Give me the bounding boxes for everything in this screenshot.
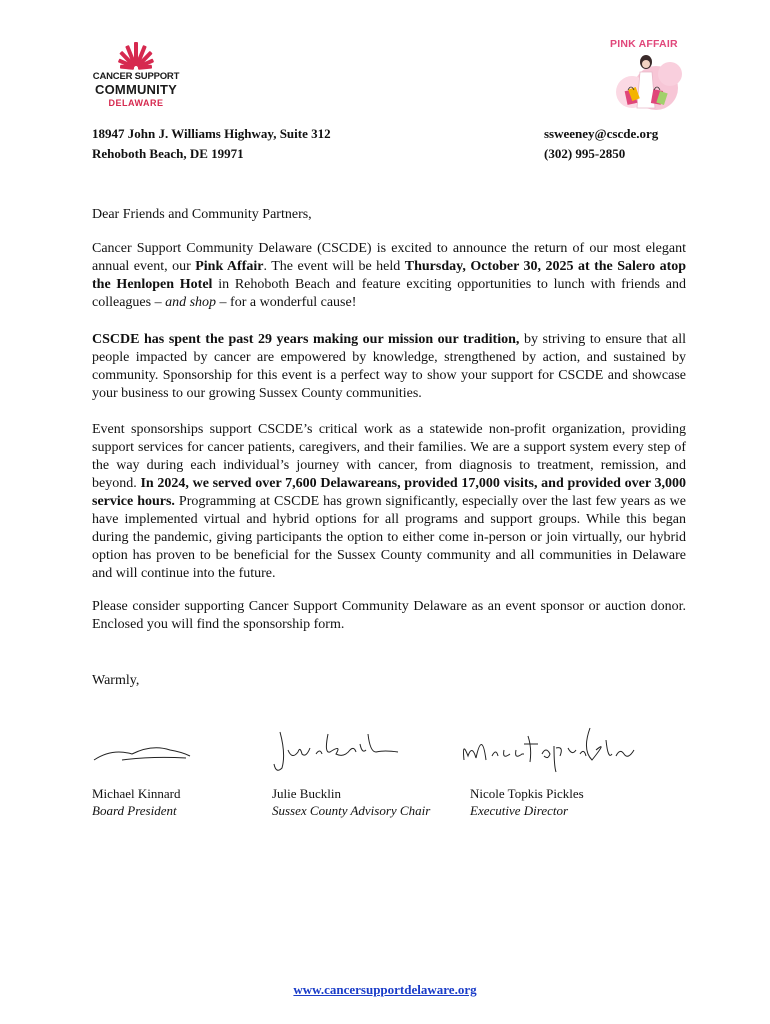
p2-mission-lead: CSCDE has spent the past 29 years making our mission our tradition, [92, 332, 520, 347]
p3-stats: In 2024, we served over 7,600 Delawareans, provided 17,000 visits, and provided over 3,000 service hours. [92, 476, 686, 509]
p3-text-c: Programming at CSCDE has grown significantly, especially over the last few years as we have implemented virtual and hybrid options for all programs and support groups. While this began during the pandemic, giving participants the option to either come in-person or join virtually, our hybrid option has proven to be beneficial for the Sussex County community and all communities in Delaware and will continue into the future. [92, 494, 687, 581]
logo-text-cancer-support: CANCER SUPPORT [92, 71, 180, 82]
website-link[interactable]: www.cancersupportdelaware.org [293, 982, 477, 997]
paragraph-impact [92, 421, 686, 583]
p1-text-c: . The event will be held [263, 259, 405, 274]
signatory-name: Julie Bucklin [272, 786, 341, 801]
p1-text-a: Cancer Support Community Delaware (CSCDE) is excited to announce the return of our most elegant annual event, our [92, 241, 686, 274]
paragraph-mission [92, 331, 686, 403]
contact-email: ssweeney@cscde.org [544, 126, 659, 141]
contact-block [544, 124, 658, 164]
p2-text-b: by striving to ensure that all people impacted by cancer are empowered by knowledge, strengthened by action, and sustained by community. Sponsorship for this event is a perfect way to show your support for CSCDE and showcase your business to our growing Sussex County communities. [92, 332, 686, 401]
sunburst-logo-icon [108, 40, 164, 72]
paragraph-event-announcement [92, 240, 686, 312]
paragraph-request: Please consider supporting Cancer Support Community Delaware as an event sponsor or auction donor. Enclosed you will find the sponsorship form. [92, 599, 686, 632]
signature-julie-bucklin [272, 724, 402, 780]
p3-text-a: Event sponsorships support CSCDE’s critical work as a statewide non-profit organization, providing support services for cancer patients, caregivers, and their families. We are a support system every step of the way during each individual’s journey with cancer, from diagnosis to treatment, remission, and beyond. [92, 422, 686, 491]
address-street: 18947 John J. Williams Highway, Suite 312 [92, 126, 331, 141]
p1-and-shop: and shop [165, 295, 217, 310]
signature-michael-kinnard [92, 730, 202, 770]
signatory-title: Board President [92, 803, 177, 818]
signatory-name: Michael Kinnard [92, 786, 181, 801]
address-block [92, 124, 331, 164]
organization-logo [86, 40, 196, 112]
letter-closing: Warmly, [92, 673, 140, 688]
signatory-title: Executive Director [470, 803, 569, 818]
p1-event-date-venue: Thursday, October 30, 2025 at the Salero atop the Henlopen Hotel [92, 259, 687, 292]
event-logo-title: PINK AFFAIR [610, 38, 678, 50]
p1-event-name: Pink Affair [195, 259, 264, 274]
pink-affair-logo [600, 30, 692, 122]
logo-text-delaware: DELAWARE [108, 98, 164, 108]
logo-text-community: COMMUNITY [95, 82, 177, 97]
address-city: Rehoboth Beach, DE 19971 [92, 146, 244, 161]
signatory-name: Nicole Topkis Pickles [470, 786, 584, 801]
signatory-title: Sussex County Advisory Chair [272, 803, 431, 818]
contact-phone: (302) 995-2850 [544, 146, 626, 161]
p1-text-e: in Rehoboth Beach and feature exciting opportunities to lunch with friends and colleagues – [92, 277, 686, 310]
shopping-woman-illustration-icon [600, 30, 692, 122]
p1-text-g: – for a wonderful cause! [216, 295, 357, 310]
letter-greeting: Dear Friends and Community Partners, [92, 207, 312, 222]
signature-nicole-topkis-pickles [458, 720, 638, 780]
